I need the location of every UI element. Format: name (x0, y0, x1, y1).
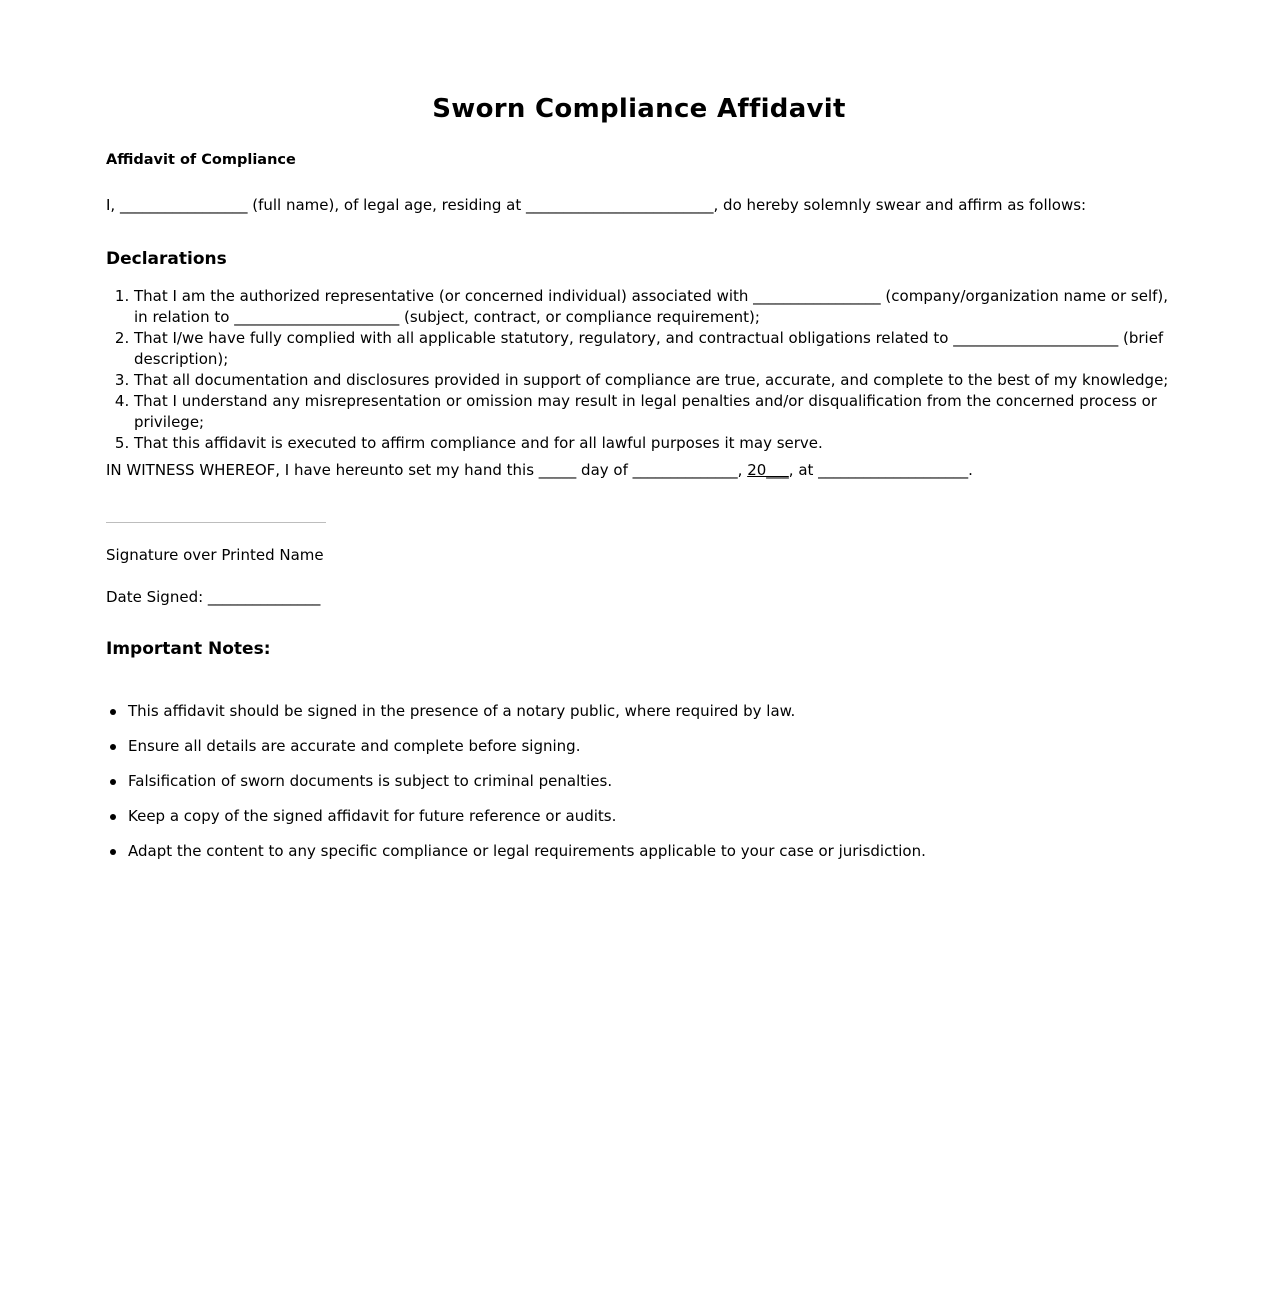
note-item (128, 841, 1172, 862)
declaration-item: 3. That all documentation and disclosures provided in support of compliance are true, accurate, and complete to the best of my knowledge; (134, 370, 1172, 391)
date-signed: Date Signed: _______________ (106, 588, 321, 606)
declaration-item: 2. That I/we have fully complied with all applicable statutory, regulatory, and contractual obligations related to ______________________ (brief description); (134, 328, 1172, 370)
bullet-icon (110, 849, 116, 855)
bullet-icon (110, 779, 116, 785)
declarations-list (106, 286, 1172, 454)
bullet-icon (110, 744, 116, 750)
declaration-item: 1. That I am the authorized representative (or concerned individual) associated with _________________ (company/organization name or self), in relation to ______________________ (subject, contract, or compliance requirement); (134, 286, 1172, 328)
witness-text-end: , at ____________________. (788, 461, 973, 479)
important-notes-heading: Important Notes: (106, 639, 271, 659)
declarations-heading: Declarations (106, 249, 227, 269)
bullet-icon (110, 709, 116, 715)
witness-text-start: IN WITNESS WHEREOF, I have hereunto set my hand this _____ day of ______________, (106, 461, 748, 479)
intro-statement: I, _________________ (full name), of legal age, residing at _________________________, do hereby solemnly swear and affirm as follows: (106, 196, 1087, 214)
note-text: This affidavit should be signed in the presence of a notary public, where required by law. (128, 702, 796, 720)
bullet-icon (110, 814, 116, 820)
signature-label: Signature over Printed Name (106, 546, 324, 564)
signature-line (106, 522, 326, 523)
note-text: Adapt the content to any specific compliance or legal requirements applicable to your case or jurisdiction. (128, 842, 926, 860)
document-subtitle: Affidavit of Compliance (106, 152, 296, 168)
notes-list (106, 701, 1172, 876)
declaration-item: 4. That I understand any misrepresentation or omission may result in legal penalties and/or disqualification from the concerned process or privilege; (134, 391, 1172, 433)
note-text: Falsification of sworn documents is subject to criminal penalties. (128, 772, 613, 790)
note-item (128, 701, 1172, 722)
note-item (128, 736, 1172, 757)
note-item (128, 771, 1172, 792)
page-title: Sworn Compliance Affidavit (432, 94, 846, 124)
note-text: Ensure all details are accurate and complete before signing. (128, 737, 581, 755)
note-text: Keep a copy of the signed affidavit for future reference or audits. (128, 807, 617, 825)
note-item (128, 806, 1172, 827)
declaration-item: 5. That this affidavit is executed to affirm compliance and for all lawful purposes it may serve. (134, 433, 1172, 454)
witness-clause (106, 460, 973, 481)
witness-year: 20___ (747, 461, 789, 479)
